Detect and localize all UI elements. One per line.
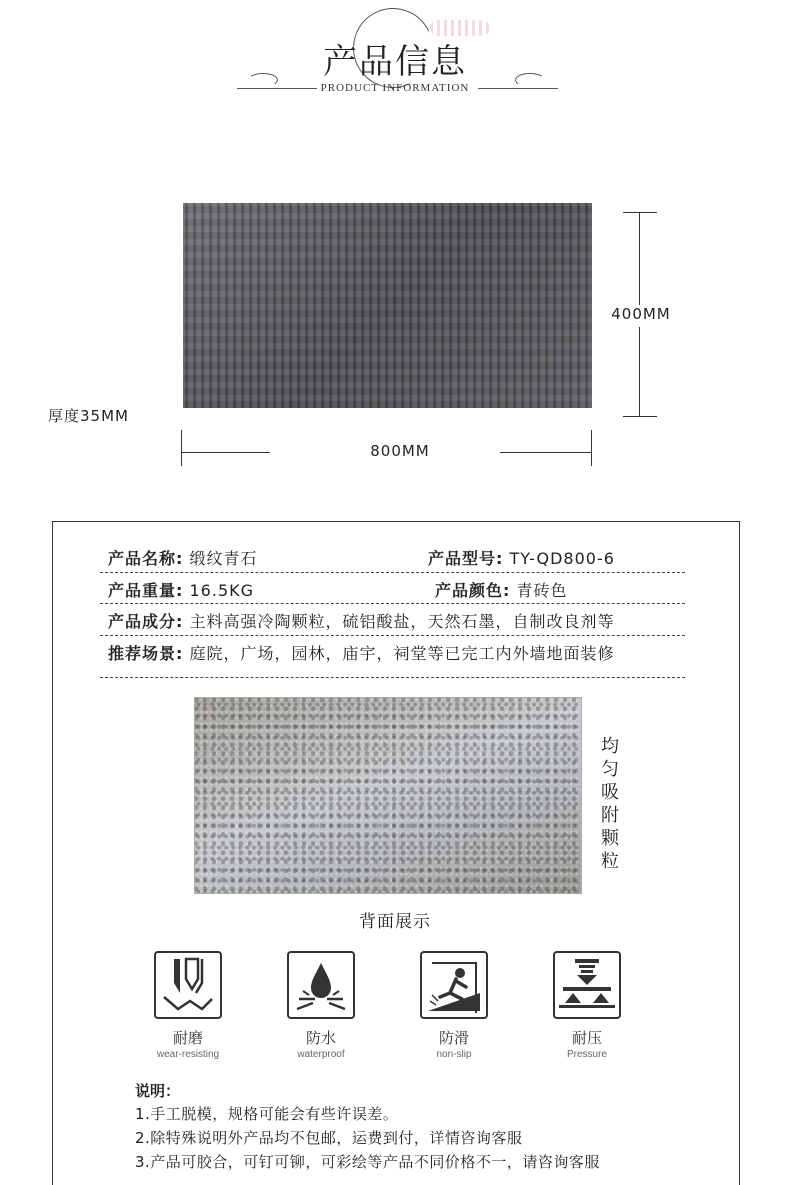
width-dimension-line-right [500, 452, 592, 453]
notes-title: 说明： [135, 1082, 181, 1100]
feature-sublabel: waterproof [297, 1049, 345, 1060]
spec-weight-value: 16.5KG [189, 581, 255, 600]
page-subtitle: PRODUCT INFORMATION [320, 82, 470, 94]
waterproof-icon [287, 951, 355, 1019]
feature-sublabel: non-slip [436, 1049, 472, 1060]
swirl-ornament-right [515, 73, 545, 87]
spec-weight-label: 产品重量: [108, 581, 184, 600]
feature-label: 防滑 [438, 1029, 469, 1047]
feature-label: 耐磨 [172, 1029, 203, 1047]
height-dimension-cap-bottom [623, 416, 657, 417]
spec-divider [100, 677, 685, 678]
spec-color-value: 青砖色 [516, 581, 568, 600]
width-label: 800MM [370, 442, 430, 460]
spec-color [435, 578, 568, 601]
feature-sublabel: Pressure [566, 1049, 607, 1060]
section-header [0, 0, 790, 110]
pressure-icon [553, 951, 621, 1019]
spec-scenes-label: 推荐场景: [108, 644, 184, 663]
back-side-label: 均匀吸附颗粒 [601, 736, 619, 872]
feature-wear-resisting [133, 951, 243, 1060]
spec-model [428, 546, 615, 569]
feature-waterproof [266, 951, 376, 1060]
feature-sublabel: wear-resisting [156, 1049, 220, 1060]
spec-composition-value: 主料高强冷陶颗粒，硫铝酸盐，天然石墨，自制改良剂等 [189, 612, 615, 631]
spec-weight [108, 578, 254, 601]
product-back-image [194, 697, 582, 894]
wear-resisting-icon [154, 951, 222, 1019]
thickness-label: 厚度35MM [48, 407, 129, 425]
back-caption: 背面展示 [359, 912, 431, 932]
width-dimension-cap-right [591, 430, 592, 466]
spec-divider [100, 572, 685, 573]
spec-composition [108, 609, 615, 632]
spec-composition-label: 产品成分: [108, 612, 184, 631]
feature-label: 耐压 [571, 1029, 602, 1047]
spec-divider [100, 635, 685, 636]
spec-model-value: TY-QD800-6 [509, 549, 615, 568]
non-slip-icon [420, 951, 488, 1019]
divider-right [478, 88, 558, 89]
note-item: 1.手工脱模，规格可能会有些许误差。 [135, 1105, 399, 1123]
spec-name [108, 546, 258, 569]
width-dimension-line-left [182, 452, 270, 453]
spec-color-label: 产品颜色: [435, 581, 511, 600]
height-dimension-cap-top [623, 212, 657, 213]
feature-non-slip [399, 951, 509, 1060]
spec-divider [100, 603, 685, 604]
width-dimension-cap-left [181, 430, 182, 466]
note-item: 3.产品可胶合，可钉可铆，可彩绘等产品不同价格不一，请咨询客服 [135, 1153, 600, 1171]
spec-scenes [108, 641, 615, 664]
product-front-image [183, 203, 592, 408]
spec-name-label: 产品名称: [108, 549, 184, 568]
spec-name-value: 缎纹青石 [189, 549, 258, 568]
height-label: 400MM [606, 305, 676, 327]
note-item: 2.除特殊说明外产品均不包邮，运费到付，详情咨询客服 [135, 1129, 523, 1147]
feature-pressure [532, 951, 642, 1060]
feature-label: 防水 [305, 1029, 336, 1047]
spec-scenes-value: 庭院，广场，园林，庙宇，祠堂等已完工内外墙地面装修 [189, 644, 615, 663]
spec-model-label: 产品型号: [428, 549, 504, 568]
page-title: 产品信息 [323, 42, 467, 82]
